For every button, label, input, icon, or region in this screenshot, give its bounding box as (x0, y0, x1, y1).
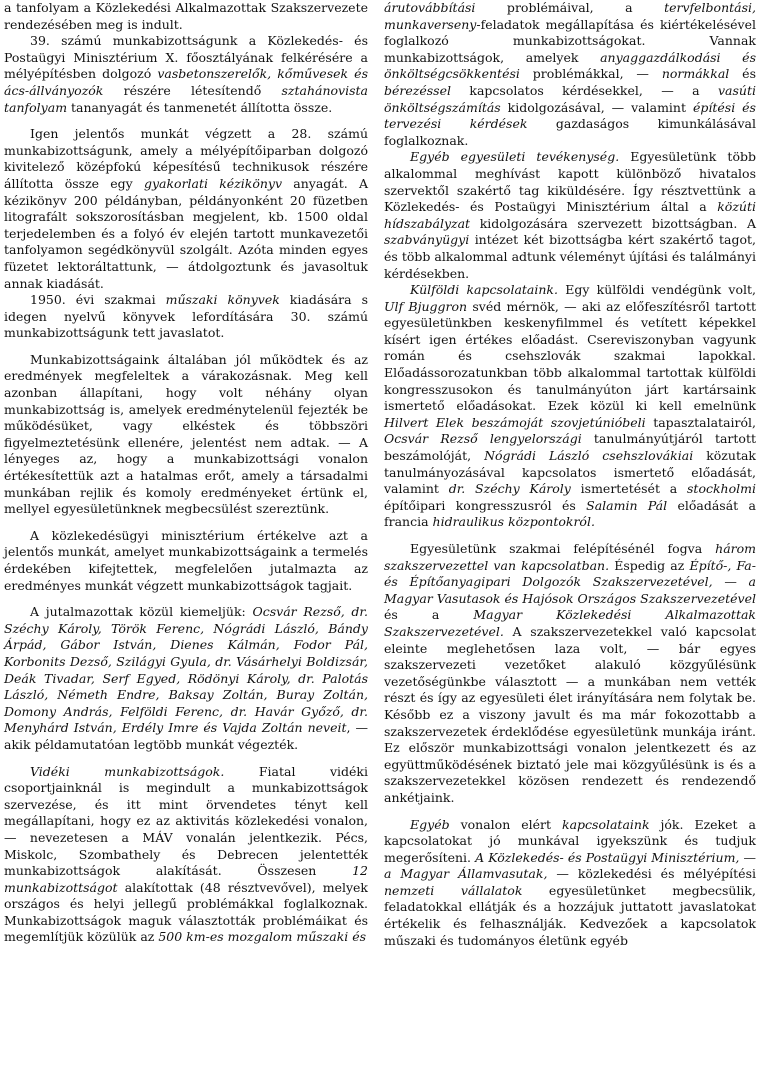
italic-run: dr. Széchy Károly (448, 481, 571, 497)
text-run: Fiatal vidéki csoportjainknál is megindult a munkabizottságok szervezése, és itt mint örvendetes tényt kell megállapítani, hogy ez az aktivitás közlekedési vonalon, — nevezetesen a MÁV vonalán jelentkezik. Pécs, Miskolc, Szombathely és Debrecen jelentették munkabizottságok alakítását. Összesen (4, 763, 368, 879)
italic-run: 12 munkabizottságot (4, 863, 368, 895)
italic-run: Ocsvár Rezső, dr. Széchy Károly, Török Ferenc, Nógrádi László, Bándy Árpád, Gábor István, Dienes Kálmán, Fodor Pál, Korbonits Dezső, Szilágyi Gyula, dr. Vásárhelyi Boldizsár, Deák Tivadar, Serf Egyed, Rödönyi Károly, dr. Palotás László, Németh Endre, Baksay Zoltán, Buray Zoltán, Domony András, Felföldi Ferenc, dr. Havár Győző, dr. Menyhárd István, Erdély Imre és Vajda Zoltán neveit (4, 604, 368, 736)
paragraph (4, 764, 368, 947)
italic-run: anyaggazdálkodási és önköltségcsökkentési (384, 49, 756, 82)
text-run: Éspedig az (609, 557, 690, 573)
paragraph (4, 292, 368, 342)
text-run: részére létesítendő (103, 82, 282, 98)
text-run: előadását a francia (384, 497, 756, 530)
italic-run: Egyéb (410, 816, 450, 832)
italic-run: szabványügyi (384, 232, 470, 248)
text-run: gazdaságos kimunkálásával foglalkoznak. (384, 116, 756, 148)
paragraph (384, 0, 756, 149)
text-run: építőipari kongresszusról és (384, 497, 587, 513)
text-run: egyesületünket megbecsülik, feladatokkal ellátják és a hozzájuk juttatott javaslatokat értékelik és felhasználják. Kedvezőek a kapcsolatok műszaki és tudományos életünk egyéb (384, 882, 756, 948)
text-run: tanulmányútjáról tartott beszámolóját, (384, 431, 756, 464)
paragraph: A közlekedésügyi minisztérium értékelve azt a jelentős munkát, amelyet munkabizottságaink a termelés érdekében kifejtettek, megfelelően jutalmazta az eredményes munkát végzett munkabizottságok tagjait. (4, 527, 368, 593)
italic-run: három szakszervezettel van kapcsolatban. (384, 541, 756, 573)
italic-run: Egyéb egyesületi tevékenység. (410, 149, 620, 165)
italic-run: A Közlekedés- és Postaügyi Minisztérium, — a Magyar Államvasutak, (384, 849, 756, 882)
text-run: vonalon elért (449, 816, 562, 832)
text-run: intézet két bizottságba kért szakértő tagot, és több alkalommal adtunk véleményt újítási és találmányi kérdésekben. (384, 232, 756, 281)
italic-run: közúti hídszabályzat (384, 199, 756, 231)
left-column (4, 0, 368, 946)
italic-run: vasbetonszerelők, kőművesek és ács-állványozók (4, 66, 368, 98)
text-run: problémákkal, — (519, 66, 662, 82)
text-run: kapcsolatos kérdésekkel, — a (450, 82, 718, 98)
text-run: anyagát. A kézikönyv 200 példányban, példányonként 20 füzetben litografált sokszorosításban megjelent, kb. 1500 oldal terjedelemben és a folyó év elején tartott munkavezetői tanfolyamon segédkönyvül szolgált. Azóta minden egyes füzetet lektoráltattunk, — átdolgoztunk és javasoltuk annak kiadását. (4, 175, 368, 291)
italic-run: Ulf Bjuggron (384, 298, 468, 314)
italic-run: műszaki könyvek (165, 292, 280, 308)
text-run: A jutalmazottak közül kiemeljük: (30, 604, 253, 620)
text-run: és (729, 66, 756, 82)
italic-run: stockholmi (687, 481, 756, 497)
text-run: tapasztalatairól, (645, 414, 756, 430)
text-run: kidolgozásával, — valamint (500, 99, 693, 115)
text-run: közutak tanulmányozásával kapcsolatos ismertető előadását, valamint (384, 448, 756, 497)
text-run: tananyagát és tanmenetét állította össze. (67, 99, 333, 115)
paragraph (384, 817, 756, 950)
italic-run: sztahánovista tanfolyam (4, 82, 368, 115)
paragraph (384, 541, 756, 807)
text-run: ismertetését a (570, 481, 688, 497)
italic-run: bérezéssel (384, 82, 451, 98)
italic-run: Magyar Közlekedési Alkalmazottak Szakszervezetével. (384, 607, 756, 639)
text-run: kidolgozására szervezett bizottságban. A (470, 215, 756, 231)
text-run: Egyesületünk szakmai felépítésénél fogva (410, 541, 716, 556)
italic-run: hidraulikus központokról. (432, 514, 595, 530)
paragraph: a tanfolyam a Közlekedési Alkalmazottak Szakszervezete rendezésében meg is indult. (4, 0, 368, 32)
italic-run: Nógrádi László csehszlovákiai (484, 448, 694, 464)
paragraph: Munkabizottságaink általában jól működtek és az eredmények megfeleltek a várakozásnak. Meg kell azonban állapítani, hogy volt néhány olyan munkabizottság is, amelyek eredménytelenül fejezték be működésüket, vagy elkéstek és többszöri figyelmeztetésünk ellenére, jelentést nem adtak. — A lényeges az, hogy a munkabizottsági vonalon értékesítettük azt a hatalmas erőt, amely a társadalmi munkában rejlik és komoly eredményeket értünk el, mellyel egyesületünknek megbecsülést szereztünk. (4, 351, 368, 517)
italic-run: Ocsvár Rezső lengyelországi (384, 431, 582, 447)
italic-run: nemzeti vállalatok (384, 882, 523, 898)
paragraph (384, 282, 756, 531)
italic-run: Építő-, Fa- és Építőanyagipari Dolgozók Szakszervezetével, — a Magyar Vasutasok és Hajósok Országos Szakszervezetével (384, 557, 756, 606)
text-run: 1950. évi szakmai (30, 292, 166, 308)
italic-run: Salamin Pál (586, 497, 668, 513)
text-run: alakítottak (48 résztvevővel), melyek országos és helyi jellegű problémákkal foglalkoznak. Munkabizottságok maguk választották problémáikat és megemlítjük közülük az (4, 879, 368, 945)
text-run: problémáival, a (475, 0, 665, 15)
text-run: , — akik példamutatóan legtöbb munkát végezték. (4, 720, 368, 752)
paragraph (4, 33, 368, 116)
text-run: és a (384, 607, 474, 623)
text-run: kiadására s idegen nyelvű könyvek lefordítására 30. számú munkabizottságunk tett javaslatot. (4, 292, 368, 341)
italic-run: tervfelbontási, munkaverseny (384, 0, 756, 32)
right-column (384, 0, 756, 949)
italic-run: gyakorlati kézikönyv (143, 175, 283, 191)
italic-run: kapcsolataink (562, 816, 650, 832)
text-run: jók. Ezeket a kapcsolatokat jó munkával igyekszünk és tudjuk megerősíteni. (384, 816, 756, 865)
text-run: Igen jelentős munkát végzett a 28. számú munkabizottságunk, amely a mélyépítőiparban dolgozó kivitelező középfokú képesítésű technikusok részére állította össze egy (4, 126, 368, 191)
italic-run: árutovábbítási (384, 0, 476, 15)
paragraph (4, 604, 368, 753)
text-run: svéd mérnök, — aki az előfeszítésről tartott egyesületünkben keskenyfilmmel és vetített képekkel kísért igen értékes előadást. Csereviszonyban vagyunk román és csehszlovák szakmai lapokkal. Előadássorozatunkban több alkalommal tartottak külföldi kongresszusokon és tanulmányúton járt kartársaink ismertető előadásokat. Ezek közül ki kell emelnünk (384, 298, 756, 414)
paragraph (4, 126, 368, 292)
italic-run: vasúti önköltségszámítás (384, 82, 756, 115)
italic-run: normákkal (661, 66, 730, 82)
italic-run: Hilvert Elek beszámoját szovjetúnióbeli (384, 414, 646, 430)
text-run: A szakszervezetekkel való kapcsolat eleinte meglehetősen laza volt, — bár egyes szakszervezeti vezetőket alakuló közgyűlésünk vezetőségünkbe választott — a munkában nem vették részt és így az egyesületi élet irányítására nem folytak be. Később ez a viszony javult és ma már fokozottabb a szakszervezetek érdeklődése egyesületünk munkája iránt. Ez először munkabizottsági vonalon jelentkezett és az együttműködésének biztató jele mai közgyűlésünk is és a szakszervezetekkel közösen rendezett és rendezendő ankétjaink. (384, 623, 756, 805)
italic-run: Külföldi kapcsolataink. (410, 282, 558, 298)
text-run: — közlekedési és mélyépítési (547, 866, 756, 882)
text-run: -feladatok megállapítása és kiértékelésével foglalkozó munkabizottságokat. Vannak munkabizottságok, amelyek (384, 16, 756, 65)
text-run: 39. számú munkabizottságunk a Közlekedés- és Postaügyi Minisztérium X. főosztályának felkérésére a mélyépítésben dolgozó (4, 33, 368, 82)
text-run: Egyesületünk több alkalommal meghívást kapott különböző hivatalos szervektől szakértő tag kiküldésére. Így résztvettünk a Közlekedés- és Postaügyi Minisztérium által a (384, 149, 756, 215)
italic-run: Vidéki munkabizottságok. (30, 763, 225, 779)
italic-run: 500 km-es mozgalom műszaki és (158, 929, 367, 945)
text-run: Egy külföldi vendégünk volt, (557, 282, 756, 298)
italic-run: építési és tervezési kérdések (384, 99, 756, 132)
paragraph (384, 149, 756, 282)
